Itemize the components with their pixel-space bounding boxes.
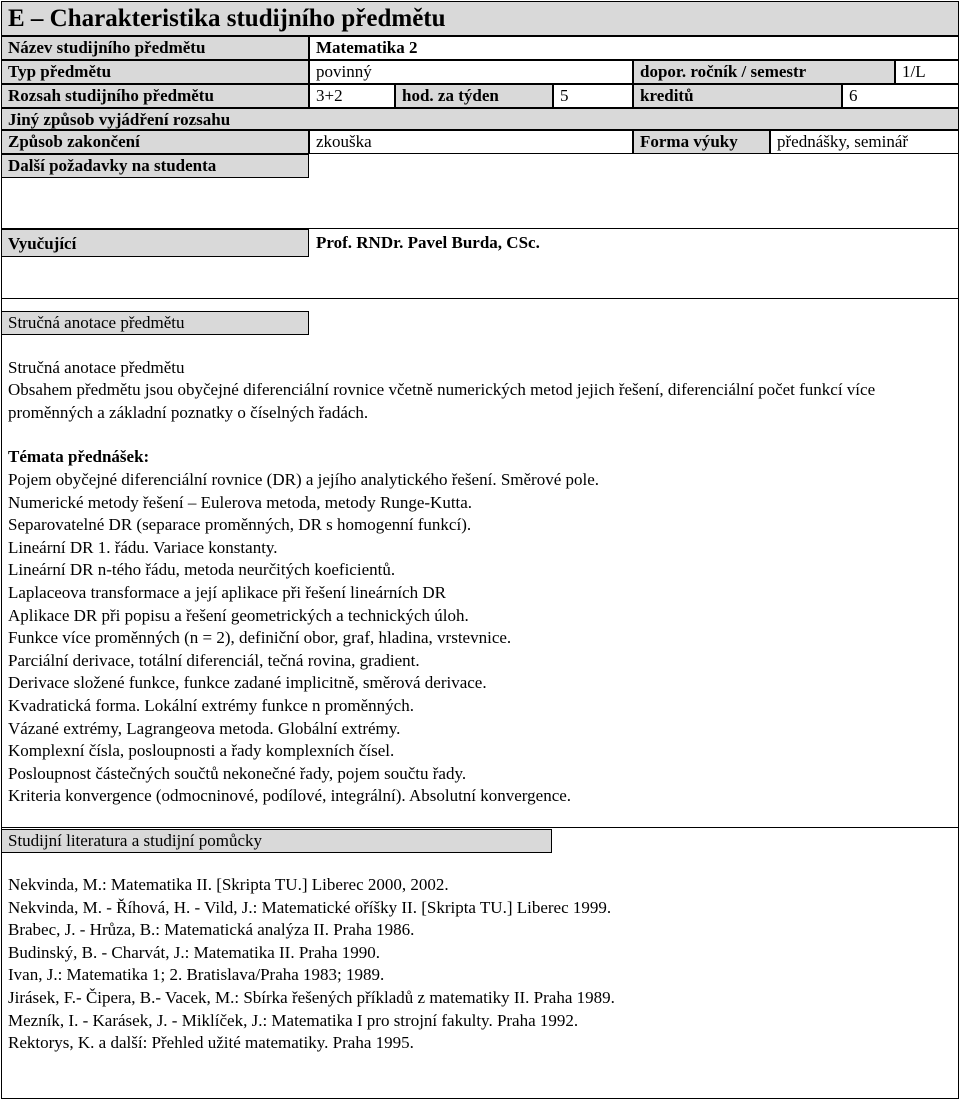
anotace-label: Stručná anotace předmětu <box>1 311 309 335</box>
nazev-value: Matematika 2 <box>309 36 959 60</box>
zpusob-value: zkouška <box>309 130 633 154</box>
zpusob-label: Způsob zakončení <box>1 130 309 154</box>
literatura-label: Studijní literatura a studijní pomůcky <box>1 829 552 853</box>
tema-item: Posloupnost částečných součtů nekonečné řady, pojem součtu řady. <box>8 763 467 783</box>
tema-item: Derivace složené funkce, funkce zadané implicitně, směrová derivace. <box>8 673 487 693</box>
tema-item: Kriteria konvergence (odmocninové, podílové, integrální). Absolutní konvergence. <box>8 786 572 806</box>
rocnik-label: dopor. ročník / semestr <box>633 60 895 84</box>
dalsi-pozadavky-area <box>1 154 959 229</box>
jiny-zpusob-label: Jiný způsob vyjádření rozsahu <box>1 108 959 130</box>
rocnik-value: 1/L <box>895 60 959 84</box>
vyucujici-label: Vyučující <box>1 229 309 257</box>
tema-item: Funkce více proměnných (n = 2), definiční obor, graf, hladina, vrstevnice. <box>8 628 512 648</box>
literatura-item: Nekvinda, M. - Říhová, H. - Vild, J.: Matematické oříšky II. [Skripta TU.] Liberec 1999. <box>8 897 612 917</box>
tema-item: Laplaceova transformace a její aplikace při řešení lineárních DR <box>8 583 447 602</box>
tema-item: Kvadratická forma. Lokální extrémy funkce n proměnných. <box>8 696 414 715</box>
anotace-text: Obsahem předmětu jsou obyčejné diferenciální rovnice včetně numerických metod jejich řešení, diferenciální počet funkcí více proměnných a základní poznatky o číselných řadách. <box>8 380 876 422</box>
dalsi-pozadavky-label: Další požadavky na studenta <box>1 154 309 178</box>
vyucujici-value: Prof. RNDr. Pavel Burda, CSc. <box>316 233 540 252</box>
hod-label: hod. za týden <box>395 84 553 108</box>
tema-item: Aplikace DR při popisu a řešení geometrických a technických úloh. <box>8 605 469 625</box>
temata-heading: Témata přednášek: <box>8 447 150 466</box>
typ-label: Typ předmětu <box>1 60 309 84</box>
kredity-value: 6 <box>842 84 959 108</box>
anotace-divider <box>1 298 959 299</box>
rozsah-value: 3+2 <box>309 84 395 108</box>
typ-value: povinný <box>309 60 633 84</box>
tema-item: Lineární DR 1. řádu. Variace konstanty. <box>8 537 278 557</box>
literatura-item: Budinský, B. - Charvát, J.: Matematika II. Praha 1990. <box>8 942 381 962</box>
literatura-item: Brabec, J. - Hrůza, B.: Matematická analýza II. Praha 1986. <box>8 920 415 940</box>
hod-value: 5 <box>553 84 633 108</box>
tema-item: Lineární DR n-tého řádu, metoda neurčitých koeficientů. <box>8 560 396 580</box>
forma-label: Forma výuky <box>633 130 770 154</box>
tema-item: Numerické metody řešení – Eulerova metoda, metody Runge-Kutta. <box>8 492 473 512</box>
forma-value: přednášky, seminář <box>770 130 959 154</box>
literatura-item: Jirásek, F.- Čipera, B.- Vacek, M.: Sbírka řešených příkladů z matematiky II. Praha 1989. <box>8 988 615 1007</box>
tema-item: Komplexní čísla, posloupnosti a řady komplexních čísel. <box>8 741 395 761</box>
literatura-item: Mezník, I. - Karásek, J. - Miklíček, J.: Matematika I pro strojní fakulty. Praha 1992. <box>8 1010 579 1030</box>
anotace-heading: Stručná anotace předmětu <box>8 358 185 377</box>
tema-item: Vázané extrémy, Lagrangeova metoda. Globální extrémy. <box>8 718 401 738</box>
kredity-label: kreditů <box>633 84 842 108</box>
tema-item: Parciální derivace, totální diferenciál, tečná rovina, gradient. <box>8 650 420 670</box>
literatura-item: Ivan, J.: Matematika 1; 2. Bratislava/Praha 1983; 1989. <box>8 965 385 985</box>
page-title: E – Charakteristika studijního předmětu <box>1 1 959 36</box>
nazev-label: Název studijního předmětu <box>1 36 309 60</box>
rozsah-label: Rozsah studijního předmětu <box>1 84 309 108</box>
literatura-item: Rektorys, K. a další: Přehled užité matematiky. Praha 1995. <box>8 1033 414 1053</box>
tema-item: Separovatelné DR (separace proměnných, DR s homogenní funkcí). <box>8 515 472 535</box>
tema-item: Pojem obyčejné diferenciální rovnice (DR) a jejího analytického řešení. Směrové pole. <box>8 470 600 489</box>
literatura-item: Nekvinda, M.: Matematika II. [Skripta TU.] Liberec 2000, 2002. <box>8 875 449 894</box>
literatura-divider <box>1 827 959 828</box>
